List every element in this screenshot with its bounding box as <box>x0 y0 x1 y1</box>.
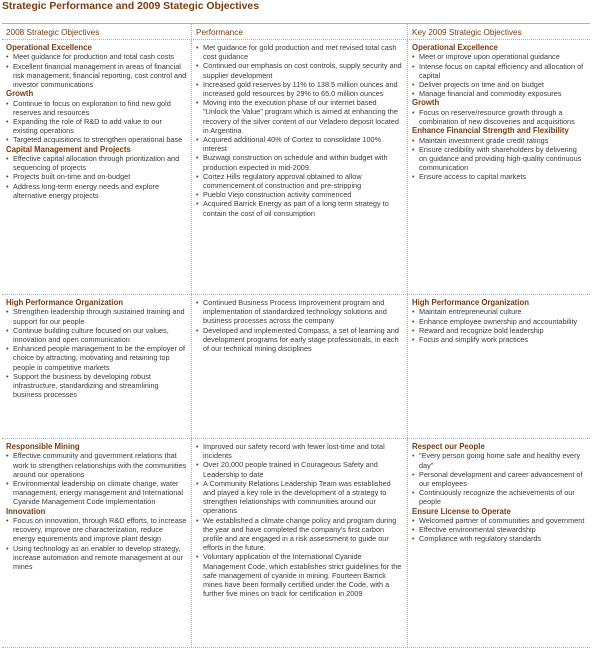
table-cell <box>192 40 408 294</box>
bullet-list <box>412 451 586 506</box>
section-heading: Respect our People <box>412 442 485 451</box>
list-item: • Enhanced people management to be the employer of choice by attracting, motivating and retaining top people in competitive markets <box>6 344 187 372</box>
list-item: • Reward and recognize bold leadership <box>412 326 586 335</box>
list-item: • Meet or improve upon operational guidance <box>412 52 586 61</box>
list-item: • Compliance with regulatory standards <box>412 534 586 543</box>
list-item: • Strengthen leadership through sustained training and support for our people <box>6 307 187 325</box>
list-item: • Buzwagi construction on schedule and within budget with production expected in mid-2009. <box>196 153 403 171</box>
list-item: • A Community Relations Leadership Team was established and played a key role in the development of a strategy to strengthen relationships with communities around our operations <box>196 479 403 516</box>
bullet-list <box>412 52 586 98</box>
column-header: Performance <box>192 24 408 39</box>
list-item: • Maintain investment grade credit ratings <box>412 136 586 145</box>
list-item: • Continued Business Process Improvement program and implementation of standardized technology solutions and business processes across the company <box>196 298 403 326</box>
list-item: • Manage financial and commodity exposures <box>412 89 586 98</box>
list-item: • Using technology as an enabler to develop strategy, increase automation and remote management at our mines <box>6 544 187 572</box>
bullet-list <box>6 154 187 200</box>
section-heading: Enhance Financial Strength and Flexibility <box>412 126 569 136</box>
list-item: • Environmental leadership on climate change, water management, energy management and International Cyanide Management Code implementation <box>6 479 187 507</box>
section-heading: High Performance Organization <box>6 298 123 307</box>
list-item: • Moving into the execution phase of our internet based "Unlock the Value" program which is aimed at enhancing the recovery of the silver content of our Veladero deposit located in Argentina <box>196 98 403 135</box>
page-title: Strategic Performance and 2009 Stategic Objectives <box>2 1 259 12</box>
table-cell <box>192 295 408 438</box>
objectives-table <box>2 23 590 648</box>
bullet-list <box>6 516 187 571</box>
list-item: • Cortez Hills regulatory approval obtained to allow commencement of construction and pre-stripping <box>196 172 403 190</box>
list-item: • Effective community and government relations that work to strengthen relationships with the communities around our operations <box>6 451 187 479</box>
list-item: • Continued our emphasis on cost controls, supply security and supplier development <box>196 61 403 79</box>
list-item: • Focus on reserve/resource growth through a combination of new discoveries and acquisitions <box>412 108 586 126</box>
bullet-list <box>6 307 187 399</box>
list-item: • Intense focus on capital efficiency and allocation of capital <box>412 62 586 80</box>
list-item: • Developed and implemented Compass, a set of learning and development programs for early stage professionals, in each of our technical mining disciplines <box>196 326 403 354</box>
bullet-list <box>196 43 403 218</box>
list-item: • Targeted acquisitions to strengthen operational base <box>6 135 187 144</box>
table-cell <box>2 295 192 438</box>
list-item: • We established a climate change policy and program during the year and have completed the company's first carbon profile and are engaged in a risk assessment to guide our efforts in the future. <box>196 516 403 553</box>
list-item: • Continue building culture focused on our values, innovation and open communication <box>6 326 187 344</box>
list-item: • Focus on innovation, through R&D efforts, to increase recovery, improve ore characterization, reduce energy equirements and improve plant design <box>6 516 187 544</box>
list-item: • Deliver projects on time and on budget <box>412 80 586 89</box>
table-row <box>2 295 590 439</box>
section-heading: High Performance Organization <box>412 298 529 307</box>
list-item: • Address long-term energy needs and explore alternative energy projects <box>6 182 187 200</box>
list-item: • Support the business by developing robust infrastructure, standardizing and streamlining business processes <box>6 372 187 400</box>
table-row <box>2 439 590 648</box>
list-item: • Effective environmental stewardship <box>412 525 586 534</box>
bullet-list <box>412 516 586 544</box>
section-heading: Operational Excellence <box>412 43 498 52</box>
bullet-list <box>196 442 403 598</box>
table-cell <box>408 439 590 647</box>
list-item: • Over 20,000 people trained in Courageous Safety and Leadership to date <box>196 460 403 478</box>
list-item: • "Every person going home safe and healthy every day" <box>412 451 586 469</box>
list-item: • Met guidance for gold production and met revised total cash cost guidance <box>196 43 403 61</box>
list-item: • Meet guidance for production and total cash costs <box>6 52 187 61</box>
list-item: • Expanding the role of R&D to add value to our existing operations <box>6 117 187 135</box>
list-item: • Increased gold reserves by 11% to 138.5 million ounces and increased gold resources by 29% to 65.0 million ounces <box>196 80 403 98</box>
table-row <box>2 40 590 295</box>
list-item: • Ensure credibility with shareholders by delivering on guidance and providing high-quality continuous communication <box>412 145 586 173</box>
table-cell <box>408 295 590 438</box>
list-item: • Focus and simplify work practices <box>412 335 586 344</box>
bullet-list <box>412 108 586 126</box>
list-item: • Voluntary application of the International Cyanide Management Code, which establishes strict guidelines for the safe management of cyanide in mining. Fourteen Barrick mines have been formally certified under the Code, with a further five mines on track for certification in 2009 <box>196 552 403 598</box>
section-heading: Innovation <box>6 506 46 516</box>
table-cell <box>2 40 192 294</box>
list-item: • Enhance employee ownership and accountability <box>412 317 586 326</box>
list-item: • Acquired Barrick Energy as part of a long term strategy to contain the cost of oil consumption <box>196 199 403 217</box>
list-item: • Continuously recognize the achievements of our people <box>412 488 586 506</box>
bullet-list <box>6 99 187 145</box>
bullet-list <box>412 307 586 344</box>
list-item: • Maintain entrepreneurial culture <box>412 307 586 316</box>
list-item: • Welcomed partner of communities and government <box>412 516 586 525</box>
table-header-row <box>2 24 590 40</box>
bullet-list <box>6 451 187 506</box>
list-item: • Projects built on-time and on-budget <box>6 172 187 181</box>
list-item: • Continue to focus on exploration to find new gold reserves and resources <box>6 99 187 117</box>
table-cell <box>408 40 590 294</box>
table-cell <box>2 439 192 647</box>
list-item: • Pueblo Viejo construction activity commenced <box>196 190 403 199</box>
list-item: • Acquired additional 40% of Cortez to consolidate 100% interest <box>196 135 403 153</box>
list-item: • Ensure access to capital markets <box>412 172 586 181</box>
column-header: Key 2009 Strategic Objectives <box>412 28 522 37</box>
table-cell <box>192 439 408 647</box>
section-heading: Responsible Mining <box>6 442 80 451</box>
section-heading: Growth <box>6 89 34 99</box>
list-item: • Effective capital allocation through prioritization and sequencing of projects <box>6 154 187 172</box>
section-heading: Operational Excellence <box>6 43 92 52</box>
bullet-list <box>6 52 187 89</box>
section-heading: Ensure License to Operate <box>412 506 511 516</box>
section-heading: Growth <box>412 98 440 108</box>
section-heading: Capital Management and Projects <box>6 144 131 154</box>
column-header: 2008 Strategic Objectives <box>2 24 192 39</box>
bullet-list <box>412 136 586 182</box>
list-item: • Improved our safety record with fewer lost-time and total incidents <box>196 442 403 460</box>
bullet-list <box>196 298 403 353</box>
list-item: • Personal development and career advancement of our employees <box>412 470 586 488</box>
list-item: • Excellent financial management in areas of financial risk management, financial reporting, cost control and investor communications <box>6 62 187 90</box>
